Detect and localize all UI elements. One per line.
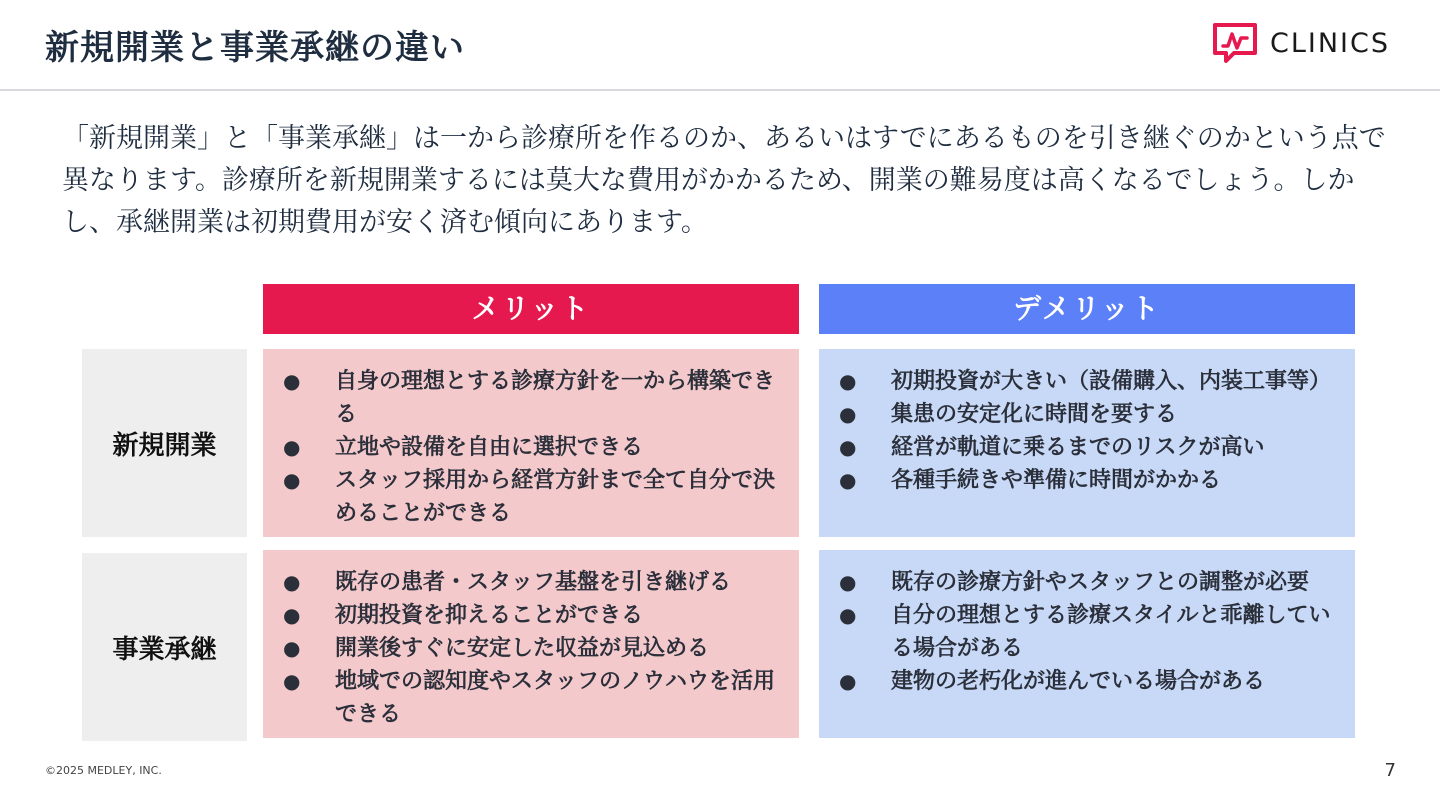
logo-text: CLINICS	[1269, 27, 1390, 59]
header-divider	[0, 89, 1440, 91]
list-item: ● 経営が軌道に乗るまでのリスクが高い	[839, 431, 1335, 464]
bullet-icon: ●	[839, 603, 857, 627]
list-item: ● 初期投資を抑えることができる	[283, 599, 779, 632]
list-item: ● 開業後すぐに安定した収益が見込める	[283, 632, 779, 665]
clinics-logo	[1212, 22, 1390, 64]
demerit-header: デメリット	[819, 284, 1355, 334]
list-item: ● 自身の理想とする診療方針を一から構築できる	[283, 365, 779, 431]
row-label-new-opening: 新規開業	[82, 349, 247, 537]
bullet-icon: ●	[283, 369, 301, 393]
list-item: ● 立地や設備を自由に選択できる	[283, 431, 779, 464]
bullet-icon: ●	[283, 603, 301, 627]
bullet-icon: ●	[839, 468, 857, 492]
list-item: ● スタッフ採用から経営方針まで全て自分で決めることができる	[283, 464, 779, 530]
bullet-icon: ●	[839, 369, 857, 393]
demerit-cell-succession	[819, 550, 1355, 738]
merit-header: メリット	[263, 284, 799, 334]
clinics-logo-icon	[1212, 22, 1258, 64]
list-item: ● 既存の患者・スタッフ基盤を引き継げる	[283, 566, 779, 599]
bullet-icon: ●	[839, 669, 857, 693]
list-item: ● 地域での認知度やスタッフのノウハウを活用できる	[283, 665, 779, 731]
list-item: ● 各種手続きや準備に時間がかかる	[839, 464, 1335, 497]
bullet-icon: ●	[283, 468, 301, 492]
list-item: ● 集患の安定化に時間を要する	[839, 398, 1335, 431]
page-title: 新規開業と事業承継の違い	[45, 28, 465, 68]
intro-paragraph: 「新規開業」と「事業承継」は一から診療所を作るのか、あるいはすでにあるものを引き継ぐのかという点で異なります。診療所を新規開業するには莫大な費用がかかるため、開業の難易度は高くなるでしょう。しかし、承継開業は初期費用が安く済む傾向にあります。	[62, 123, 1386, 238]
list-item: ● 既存の診療方針やスタッフとの調整が必要	[839, 566, 1335, 599]
page-number: 7	[1384, 760, 1396, 781]
bullet-icon: ●	[283, 435, 301, 459]
demerit-cell-new-opening	[819, 349, 1355, 537]
merit-cell-new-opening	[263, 349, 799, 537]
bullet-icon: ●	[839, 435, 857, 459]
list-item: ● 初期投資が大きい（設備購入、内装工事等）	[839, 365, 1335, 398]
list-item: ● 自分の理想とする診療スタイルと乖離している場合がある	[839, 599, 1335, 665]
bullet-icon: ●	[283, 669, 301, 693]
copyright: ©2025 MEDLEY, INC.	[45, 764, 162, 777]
bullet-icon: ●	[283, 570, 301, 594]
merit-cell-succession	[263, 550, 799, 738]
bullet-icon: ●	[839, 402, 857, 426]
bullet-icon: ●	[839, 570, 857, 594]
row-label-succession: 事業承継	[82, 553, 247, 741]
bullet-icon: ●	[283, 636, 301, 660]
list-item: ● 建物の老朽化が進んでいる場合がある	[839, 665, 1335, 698]
